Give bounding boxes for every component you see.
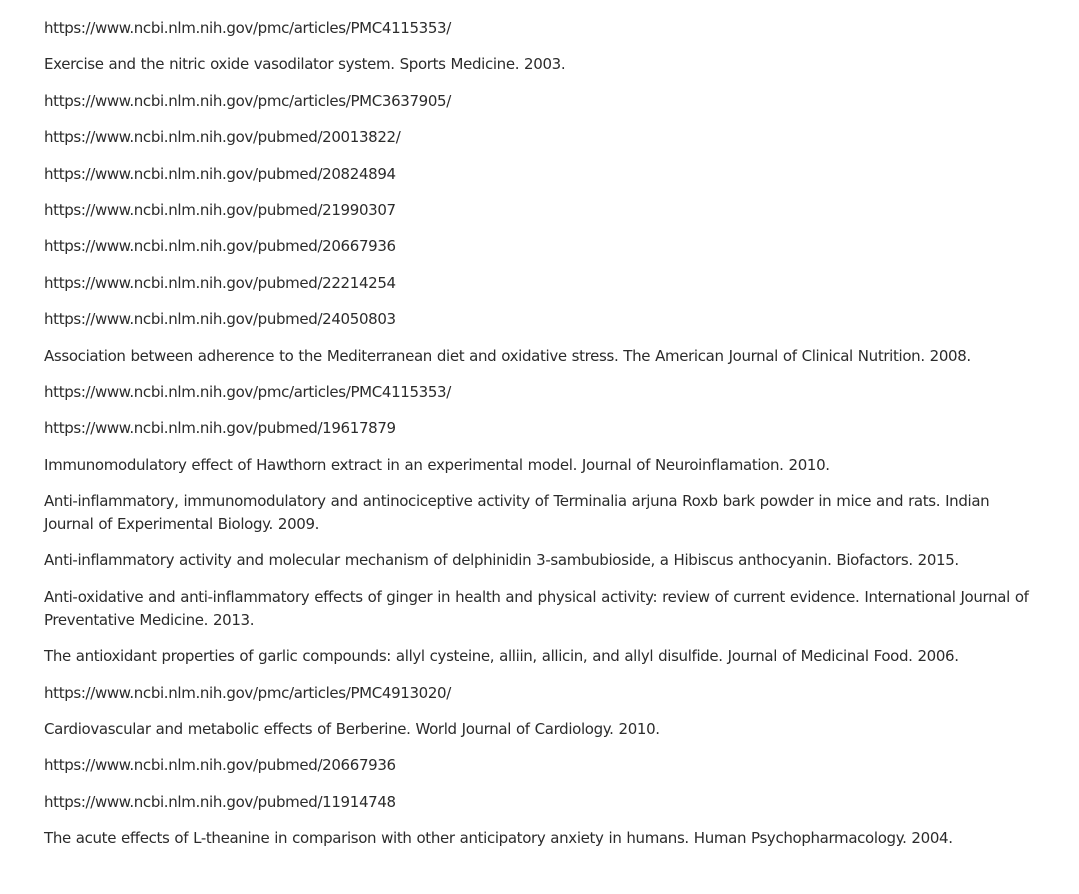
reference-item: https://www.ncbi.nlm.nih.gov/pmc/articles/PMC4115353/ <box>44 382 451 401</box>
reference-item: https://www.ncbi.nlm.nih.gov/pmc/articles/PMC4913020/ <box>44 683 451 702</box>
reference-item: The acute effects of L-theanine in comparison with other anticipatory anxiety in humans. Human Psychopharmacology. 2004. <box>44 829 953 848</box>
reference-item: https://www.ncbi.nlm.nih.gov/pubmed/20667936 <box>44 237 396 256</box>
reference-item: https://www.ncbi.nlm.nih.gov/pubmed/20824894 <box>44 164 396 183</box>
reference-item: https://www.ncbi.nlm.nih.gov/pmc/articles/PMC4115353/ <box>44 19 451 37</box>
reference-item: The antioxidant properties of garlic compounds: allyl cysteine, alliin, allicin, and allyl disulfide. Journal of Medicinal Food. 2006. <box>44 647 959 666</box>
reference-item: Anti-inflammatory activity and molecular mechanism of delphinidin 3-sambubioside, a Hibiscus anthocyanin. Biofactors. 2015. <box>44 551 959 570</box>
reference-item: Anti-inflammatory, immunomodulatory and antinociceptive activity of Terminalia arjuna Roxb bark powder in mice and rats. Indian Journal of Experimental Biology. 2009. <box>44 492 990 534</box>
reference-item: https://www.ncbi.nlm.nih.gov/pubmed/11914748 <box>44 792 396 811</box>
reference-item: Association between adherence to the Mediterranean diet and oxidative stress. The American Journal of Clinical Nutrition. 2008. <box>44 346 971 365</box>
reference-item: Cardiovascular and metabolic effects of Berberine. World Journal of Cardiology. 2010. <box>44 720 660 739</box>
reference-item: https://www.ncbi.nlm.nih.gov/pubmed/22214254 <box>44 273 396 292</box>
reference-item: https://www.ncbi.nlm.nih.gov/pmc/articles/PMC3637905/ <box>44 91 451 110</box>
reference-item: Exercise and the nitric oxide vasodilator system. Sports Medicine. 2003. <box>44 55 566 74</box>
reference-item: Immunomodulatory effect of Hawthorn extract in an experimental model. Journal of Neuroinflamation. 2010. <box>44 455 830 474</box>
reference-item: https://www.ncbi.nlm.nih.gov/pubmed/24050803 <box>44 310 396 329</box>
reference-list <box>44 17 1029 864</box>
reference-item: https://www.ncbi.nlm.nih.gov/pubmed/21990307 <box>44 200 396 219</box>
reference-item: https://www.ncbi.nlm.nih.gov/pubmed/20013822/ <box>44 128 401 147</box>
reference-item: https://www.ncbi.nlm.nih.gov/pubmed/19617879 <box>44 419 396 438</box>
reference-item: Anti-oxidative and anti-inflammatory effects of ginger in health and physical activity: review of current evidence. International Journal of Preventative Medicine. 2013. <box>44 587 1029 629</box>
reference-item: https://www.ncbi.nlm.nih.gov/pubmed/20667936 <box>44 756 396 775</box>
